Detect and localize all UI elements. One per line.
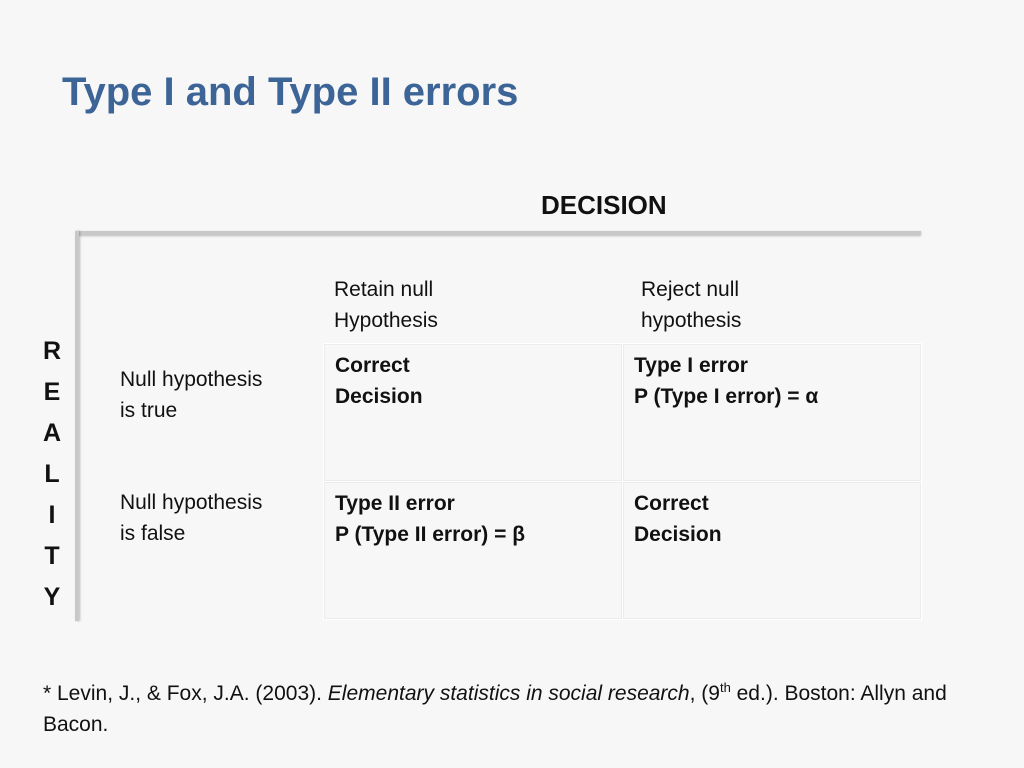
- left-divider: [75, 231, 79, 621]
- cell-true-reject: [622, 343, 922, 482]
- citation-book-title: Elementary statistics in social research: [327, 682, 690, 705]
- cell-false-reject: [622, 481, 922, 620]
- row-header-line: Null hypothesis: [120, 491, 263, 514]
- citation: [43, 678, 983, 740]
- reality-letter: R: [42, 337, 62, 365]
- citation-edition-superscript: th: [719, 680, 731, 695]
- column-header-reject: [641, 274, 741, 336]
- citation-prefix: * Levin, J., & Fox, J.A. (2003).: [43, 682, 328, 705]
- reality-vertical-label: [40, 331, 64, 618]
- column-header-line: Retain null: [334, 278, 434, 301]
- top-divider: [78, 231, 921, 235]
- row-header-null-true: [120, 364, 262, 426]
- row-header-line: is true: [120, 399, 178, 422]
- row-header-line: Null hypothesis: [120, 368, 263, 391]
- column-header-line: Hypothesis: [334, 309, 438, 332]
- row-header-line: is false: [120, 522, 186, 545]
- reality-letter: Y: [43, 583, 61, 611]
- column-header-line: hypothesis: [641, 309, 742, 332]
- cell-line: P (Type II error) = β: [335, 523, 526, 546]
- column-header-line: Reject null: [641, 278, 740, 301]
- cell-line: Decision: [335, 385, 423, 408]
- cell-line: Type II error: [335, 492, 455, 515]
- cell-line: Decision: [634, 523, 722, 546]
- cell-true-retain: [323, 343, 623, 482]
- citation-edition: , (9: [689, 682, 720, 705]
- reality-letter: T: [44, 542, 60, 570]
- cell-line: P (Type I error) = α: [634, 385, 819, 408]
- row-header-null-false: [120, 487, 262, 549]
- column-header-retain: [334, 274, 438, 336]
- reality-letter: L: [44, 460, 60, 488]
- cell-false-retain: [323, 481, 623, 620]
- citation-suffix: ed.). Boston: Allyn and Bacon.: [43, 682, 947, 736]
- decision-header: DECISION: [541, 190, 667, 220]
- reality-letter: I: [48, 501, 56, 529]
- cell-line: Correct: [335, 354, 410, 377]
- reality-letter: A: [42, 419, 62, 447]
- cell-line: Type I error: [634, 354, 748, 377]
- slide-title: Type I and Type II errors: [62, 70, 519, 114]
- cell-line: Correct: [634, 492, 709, 515]
- reality-letter: E: [43, 378, 61, 406]
